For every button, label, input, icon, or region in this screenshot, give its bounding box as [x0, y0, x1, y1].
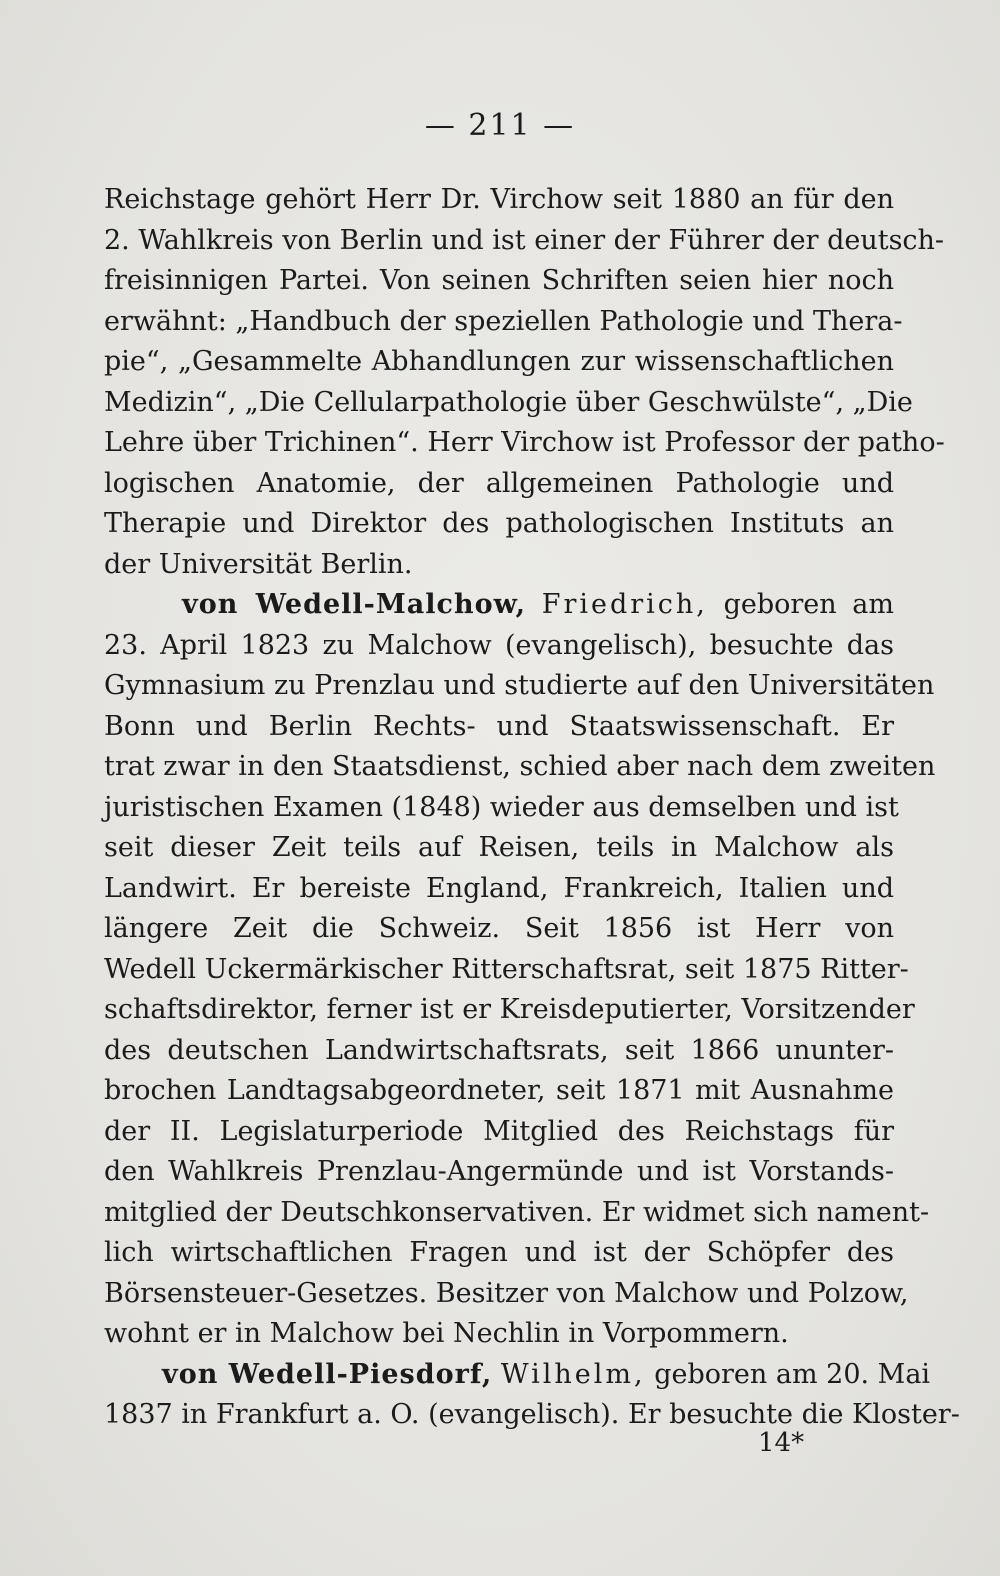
page-number: — 211 — [424, 108, 576, 143]
entry-heading-rest: geboren am [723, 589, 895, 620]
text-line: der Universität Berlin. [104, 548, 413, 580]
text-line: juristischen Examen (1848) wieder aus demselben und ist [104, 791, 899, 823]
body-text [104, 180, 960, 1436]
text-line: Landwirt. Er bereiste England, Frankreich, Italien und [104, 872, 894, 904]
text-line: brochen Landtagsabgeordneter, seit 1871 mit Ausnahme [104, 1075, 894, 1106]
text-line: Gymnasium zu Prenzlau und studierte auf den Universitäten [104, 670, 935, 701]
text-line: Reichstage gehört Herr Dr. Virchow seit 1880 an für den [104, 184, 894, 215]
entry-heading-wedell-piesdorf [104, 1355, 931, 1396]
text-line: mitglied der Deutschkonservativen. Er widmet sich nament- [104, 1196, 930, 1228]
text-line: des deutschen Landwirtschaftsrats, seit 1866 ununter- [104, 1034, 894, 1066]
text-line: Börsensteuer-Gesetzes. Besitzer von Malchow und Polzow, [104, 1277, 909, 1309]
text-line: 23. April 1823 zu Malchow (evangelisch), besuchte das [104, 629, 894, 661]
signature-mark: 14* [758, 1428, 805, 1458]
text-line: längere Zeit die Schweiz. Seit 1856 ist Herr von [104, 913, 894, 944]
text-line: erwähnt: „Handbuch der speziellen Pathologie und Thera- [104, 305, 903, 337]
text-line: Medizin“, „Die Cellularpathologie über Geschwülste“, „Die [104, 386, 913, 418]
entry-given-name: Friedrich, [541, 589, 708, 620]
text-line: logischen Anatomie, der allgemeinen Pathologie und [104, 467, 894, 499]
entry-name: von Wedell-Piesdorf, [162, 1358, 493, 1390]
text-line: schaftsdirektor, ferner ist er Kreisdeputierter, Vorsitzender [104, 994, 915, 1025]
text-line: Bonn und Berlin Rechts- und Staatswissenschaft. Er [104, 710, 894, 742]
text-line: wohnt er in Malchow bei Nechlin in Vorpommern. [104, 1318, 789, 1349]
entry-given-name: Wilhelm, [500, 1358, 646, 1390]
text-line: 1837 in Frankfurt a. O. (evangelisch). Er besuchte die Kloster- [104, 1399, 960, 1430]
entry-name: von Wedell-Malchow, [182, 589, 527, 620]
entry-heading-rest: geboren am 20. Mai [654, 1358, 931, 1390]
text-line: Therapie und Direktor des pathologischen Instituts an [104, 508, 894, 539]
text-line: Wedell Uckermärkischer Ritterschaftsrat, seit 1875 Ritter- [104, 953, 909, 985]
text-line: den Wahlkreis Prenzlau-Angermünde und ist Vorstands- [104, 1156, 894, 1187]
text-line: seit dieser Zeit teils auf Reisen, teils in Malchow als [104, 832, 894, 863]
text-line: lich wirtschaftlichen Fragen und ist der Schöpfer des [104, 1237, 894, 1268]
text-line: 2. Wahlkreis von Berlin und ist einer der Führer der deutsch- [104, 224, 945, 256]
text-line: der II. Legislaturperiode Mitglied des Reichstags für [104, 1115, 894, 1147]
paragraph-virchow-end [104, 180, 945, 585]
text-line: trat zwar in den Staatsdienst, schied aber nach dem zweiten [104, 751, 936, 782]
text-line: pie“, „Gesammelte Abhandlungen zur wissenschaftlichen [104, 346, 894, 377]
text-line: freisinnigen Partei. Von seinen Schriften seien hier noch [104, 265, 894, 296]
text-line: Lehre über Trichinen“. Herr Virchow ist Professor der patho- [104, 427, 945, 458]
paragraph-wedell-malchow [104, 626, 936, 1355]
entry-heading-wedell-malchow [104, 585, 894, 626]
